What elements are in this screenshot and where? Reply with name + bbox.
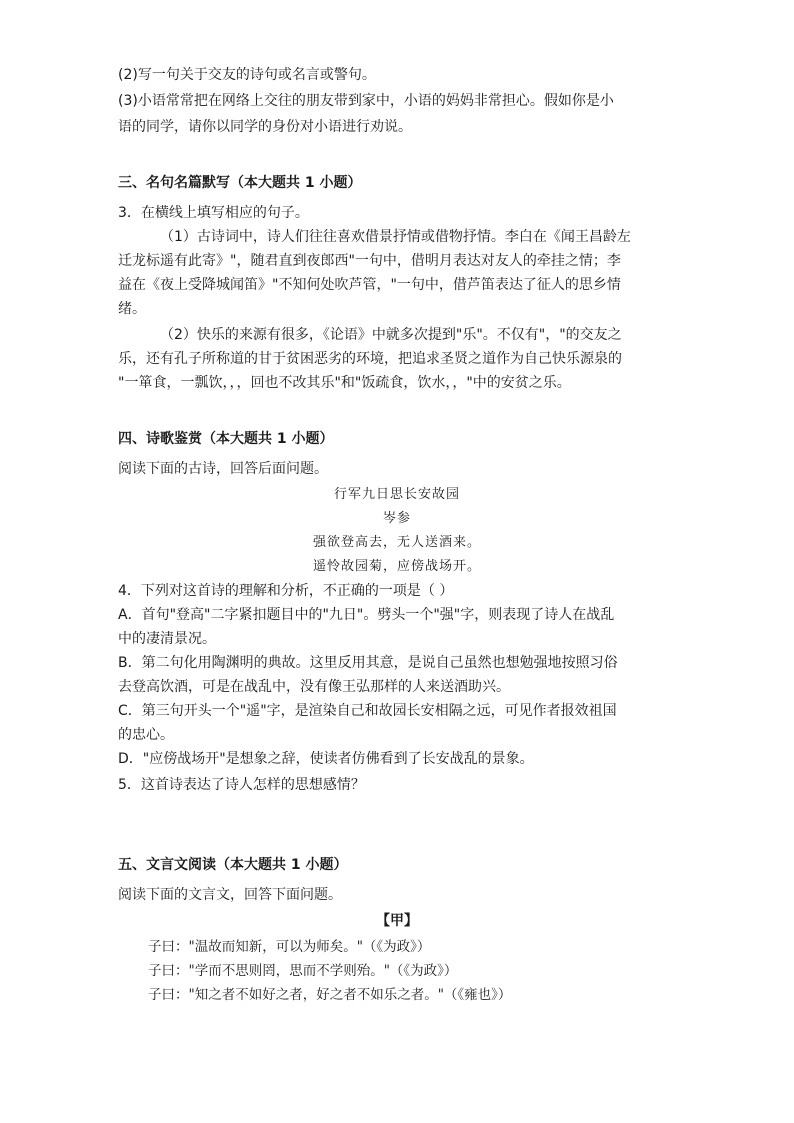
passage-jia-label: 【甲】: [376, 913, 418, 929]
section-5-heading: 五、文言文阅读（本大题共 1 小题）: [118, 857, 348, 873]
poem-author: 岑参: [382, 511, 411, 526]
question-5: 5．这首诗表达了诗人怎样的思想感情？: [118, 777, 365, 793]
question-4: 4．下列对这首诗的理解和分析，不正确的一项是（ ）: [118, 583, 454, 599]
option-c-line1: C．第三句开头一个"遥"字，是渲染自己和故园长安相隔之远，可见作者报效祖国: [118, 703, 617, 719]
question-3-intro: 3．在横线上填写相应的句子。: [118, 205, 309, 221]
fill-part2-line2: 乐，还有孔子所称道的甘于贫困恶劣的环境，把追求圣贤之道作为自己快乐源泉的: [118, 351, 622, 367]
fill-part1-line4: 绪。: [118, 301, 146, 317]
poem-title: 行军九日思长安故园: [333, 487, 460, 502]
option-a-line2: 中的凄清景况。: [118, 631, 216, 647]
fill-part1-line1: （1）古诗词中，诗人们往往喜欢借景抒情或借物抒情。李白在《闻王昌龄左: [160, 229, 631, 245]
poem-intro: 阅读下面的古诗，回答后面问题。: [118, 461, 328, 477]
analects-quote-3: 子曰："知之者不如好之者，好之者不如乐之者。"（《雍也》）: [148, 987, 512, 1003]
question-3-3-line1: (3)小语常常把在网络上交往的朋友带到家中，小语的妈妈非常担心。假如你是小: [118, 93, 614, 109]
analects-quote-2: 子曰："学而不思则罔，思而不学则殆。"（《为政》）: [148, 963, 458, 979]
question-3-2: (2)写一句关于交友的诗句或名言或警句。: [118, 67, 376, 83]
option-b-line2: 去登高饮酒，可是在战乱中，没有像王弘那样的人来送酒助兴。: [118, 679, 510, 695]
option-d: D．"应傍战场开"是想象之辞，使读者仿佛看到了长安战乱的景象。: [118, 751, 534, 767]
classical-intro: 阅读下面的文言文，回答下面问题。: [118, 887, 342, 903]
question-3-3-line2: 语的同学，请你以同学的身份对小语进行劝说。: [118, 119, 412, 135]
fill-part1-line3: 益在《夜上受降城闻笛》"不知何处吹芦管，"一句中，借芦笛表达了征人的思乡情: [118, 277, 621, 293]
option-a-line1: A．首句"登高"二字紧扣题目中的"九日"。劈头一个"强"字，则表现了诗人在战乱: [118, 607, 615, 623]
analects-quote-1: 子曰："温故而知新，可以为师矣。"（《为政》）: [148, 939, 431, 955]
poem-line-2: 遥怜故园菊，应傍战场开。: [312, 559, 481, 574]
fill-part2-line1: （2）快乐的来源有很多，《论语》中就多次提到"乐"。不仅有"，"的交友之: [160, 327, 622, 343]
option-b-line1: B．第二句化用陶渊明的典故。这里反用其意，是说自己虽然也想勉强地按照习俗: [118, 655, 618, 671]
section-3-heading: 三、名句名篇默写（本大题共 1 小题）: [118, 175, 362, 191]
option-c-line2: 的忠心。: [118, 727, 174, 743]
fill-part2-line3: "一箪食，一瓢饮，，，回也不改其乐"和"饭疏食，饮水，，"中的安贫之乐。: [118, 375, 571, 391]
section-4-heading: 四、诗歌鉴赏（本大题共 1 小题）: [118, 431, 334, 447]
poem-line-1: 强欲登高去，无人送酒来。: [312, 535, 481, 550]
fill-part1-line2: 迁龙标遥有此寄》"，随君直到夜郎西"一句中，借明月表达对友人的牵挂之情；李: [118, 253, 621, 269]
